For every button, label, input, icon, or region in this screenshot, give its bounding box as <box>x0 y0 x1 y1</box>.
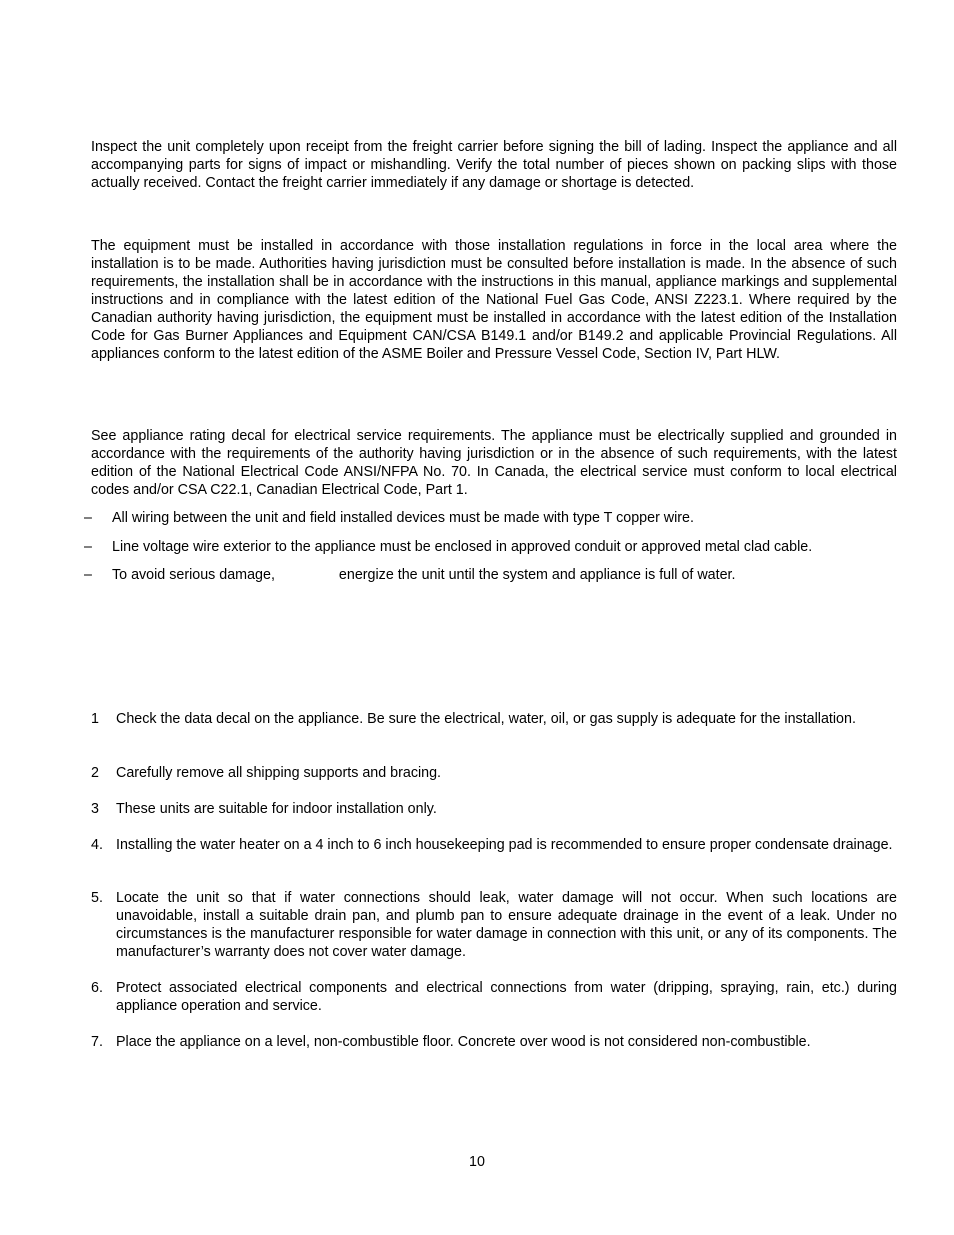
codes-paragraph: The equipment must be installed in accordance with those installation regulations in force in the local area where the installation is to be made. Authorities having jurisdiction must be consulted before installation is made. In the absence of such requirements, the installation shall be in accordance with the instructions in this manual, appliance markings and supplemental instructions and in compliance with the latest edition of the National Fuel Gas Code, ANSI Z223.1. Where required by the Canadian authority having jurisdiction, the equipment must be installed in accordance with the latest edition of the Installation Code for Gas Burner Appliances and Equipment CAN/CSA B149.1 and/or B149.2 and applicable Provincial Regulations. All appliances conform to the latest edition of the ASME Boiler and Pressure Vessel Code, Section IV, Part HLW. <box>91 238 897 362</box>
list-number: 5. <box>91 890 103 906</box>
list-item <box>91 800 897 818</box>
bullet-text-end: energize the unit until the system and appliance is full of water. <box>338 567 736 583</box>
bullet-dash: – <box>84 539 92 555</box>
list-number: 6. <box>91 980 103 996</box>
list-text: Place the appliance on a level, non-combustible floor. Concrete over wood is not considered non-combustible. <box>116 1034 811 1050</box>
list-item <box>91 764 897 782</box>
list-number: 7. <box>91 1034 103 1050</box>
bullet-text: Line voltage wire exterior to the appliance must be enclosed in approved conduit or approved metal clad cable. <box>112 539 813 555</box>
list-text: Protect associated electrical components and electrical connections from water (dripping, spraying, rain, etc.) during appliance operation and service. <box>116 980 897 1014</box>
page-number: 10 <box>469 1154 485 1170</box>
list-item <box>91 710 897 728</box>
bullet-dash: – <box>84 510 92 526</box>
list-number: 3 <box>91 801 99 817</box>
bullet-dash: – <box>84 567 92 583</box>
bullet-text <box>112 566 736 584</box>
bullet-text: All wiring between the unit and field installed devices must be made with type T copper wire. <box>112 510 694 526</box>
list-number: 2 <box>91 765 99 781</box>
bullet-text-start: To avoid serious damage, <box>112 567 275 583</box>
list-number: 1 <box>91 711 99 727</box>
list-text: Locate the unit so that if water connections should leak, water damage will not occur. When such locations are unavoidable, install a suitable drain pan, and plumb pan to ensure adequate drainage in the event of a leak. Under no circumstances is the manufacturer responsible for water damage in connection with this unit, or any of its components. The manufacturer’s warranty does not cover water damage. <box>116 890 897 960</box>
list-number: 4. <box>91 837 103 853</box>
list-text: Carefully remove all shipping supports and bracing. <box>116 765 442 781</box>
list-item <box>91 836 897 854</box>
electrical-paragraph: See appliance rating decal for electrical service requirements. The appliance must be electrically supplied and grounded in accordance with the requirements of the authority having jurisdiction or in the absence of such requirements, with the latest edition of the National Electrical Code ANSI/NFPA No. 70. In Canada, the electrical service must conform to local electrical codes and/or CSA C22.1, Canadian Electrical Code, Part 1. <box>91 428 897 498</box>
list-text: Installing the water heater on a 4 inch to 6 inch housekeeping pad is recommended to ensure proper condensate drainage. <box>116 837 893 853</box>
list-text: Check the data decal on the appliance. Be sure the electrical, water, oil, or gas supply is adequate for the installation. <box>116 711 856 727</box>
list-item <box>91 889 897 961</box>
list-text: These units are suitable for indoor installation only. <box>116 801 437 817</box>
list-item <box>91 1033 897 1051</box>
receiving-paragraph: Inspect the unit completely upon receipt from the freight carrier before signing the bill of lading. Inspect the appliance and all accompanying parts for signs of impact or mishandling. Verify the total number of pieces shown on packing slips with those actually received. Contact the freight carrier immediately if any damage or shortage is detected. <box>91 139 897 191</box>
list-item <box>91 979 897 1015</box>
